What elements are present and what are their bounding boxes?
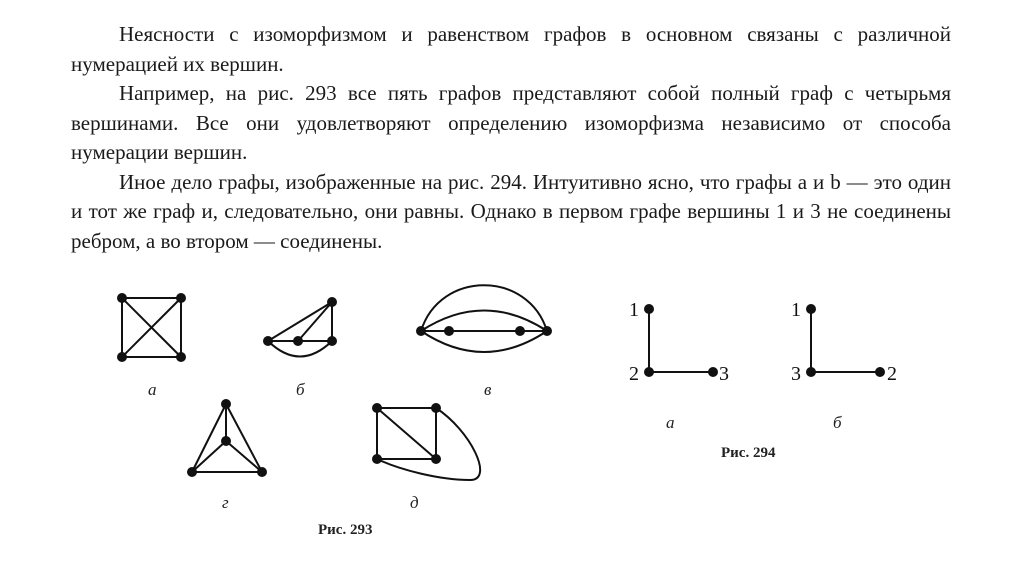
vertex-label-294b-1: 1 <box>791 299 801 321</box>
paragraph-3: Иное дело графы, изображенные на рис. 294. Интуитивно ясно, что графы a и b — это один и тот же граф и, следовательно, они равны. Однако в первом графе вершины 1 и 3 не соединены ребром, а во втором — соединены. <box>71 169 951 253</box>
vertex-label-294a-3: 3 <box>719 363 729 385</box>
paragraph-2: Например, на рис. 293 все пять графов представляют собой полный граф с четырьмя вершинами. Все они удовлетворяют определению изоморфизма независимо от способа нумерации вершин. <box>71 81 951 164</box>
graph-293-a <box>122 298 181 357</box>
vertex-label-294b-2: 2 <box>887 363 897 385</box>
paragraph-1: Неясности с изоморфизмом и равенством графов в основном связаны с различной нумерацией их вершин. <box>71 22 951 76</box>
graph-294-a <box>649 309 713 372</box>
vertex-label-294b-3: 3 <box>791 363 801 385</box>
label-294-b: б <box>833 413 842 432</box>
graph-294-b <box>811 309 880 372</box>
label-293-v: в <box>484 380 492 399</box>
graph-293-b <box>268 302 332 357</box>
graph-293-v <box>421 285 547 352</box>
label-293-g: г <box>222 493 229 512</box>
label-294-a: а <box>666 413 675 432</box>
vertex-label-294a-1: 1 <box>629 299 639 321</box>
caption-fig-294: Рис. 294 <box>721 445 776 461</box>
caption-fig-293: Рис. 293 <box>318 522 373 538</box>
label-293-b: б <box>296 380 305 399</box>
graph-293-d <box>377 408 480 480</box>
label-293-a: а <box>148 380 157 399</box>
label-293-d: д <box>410 493 419 512</box>
vertex-label-294a-2: 2 <box>629 363 639 385</box>
